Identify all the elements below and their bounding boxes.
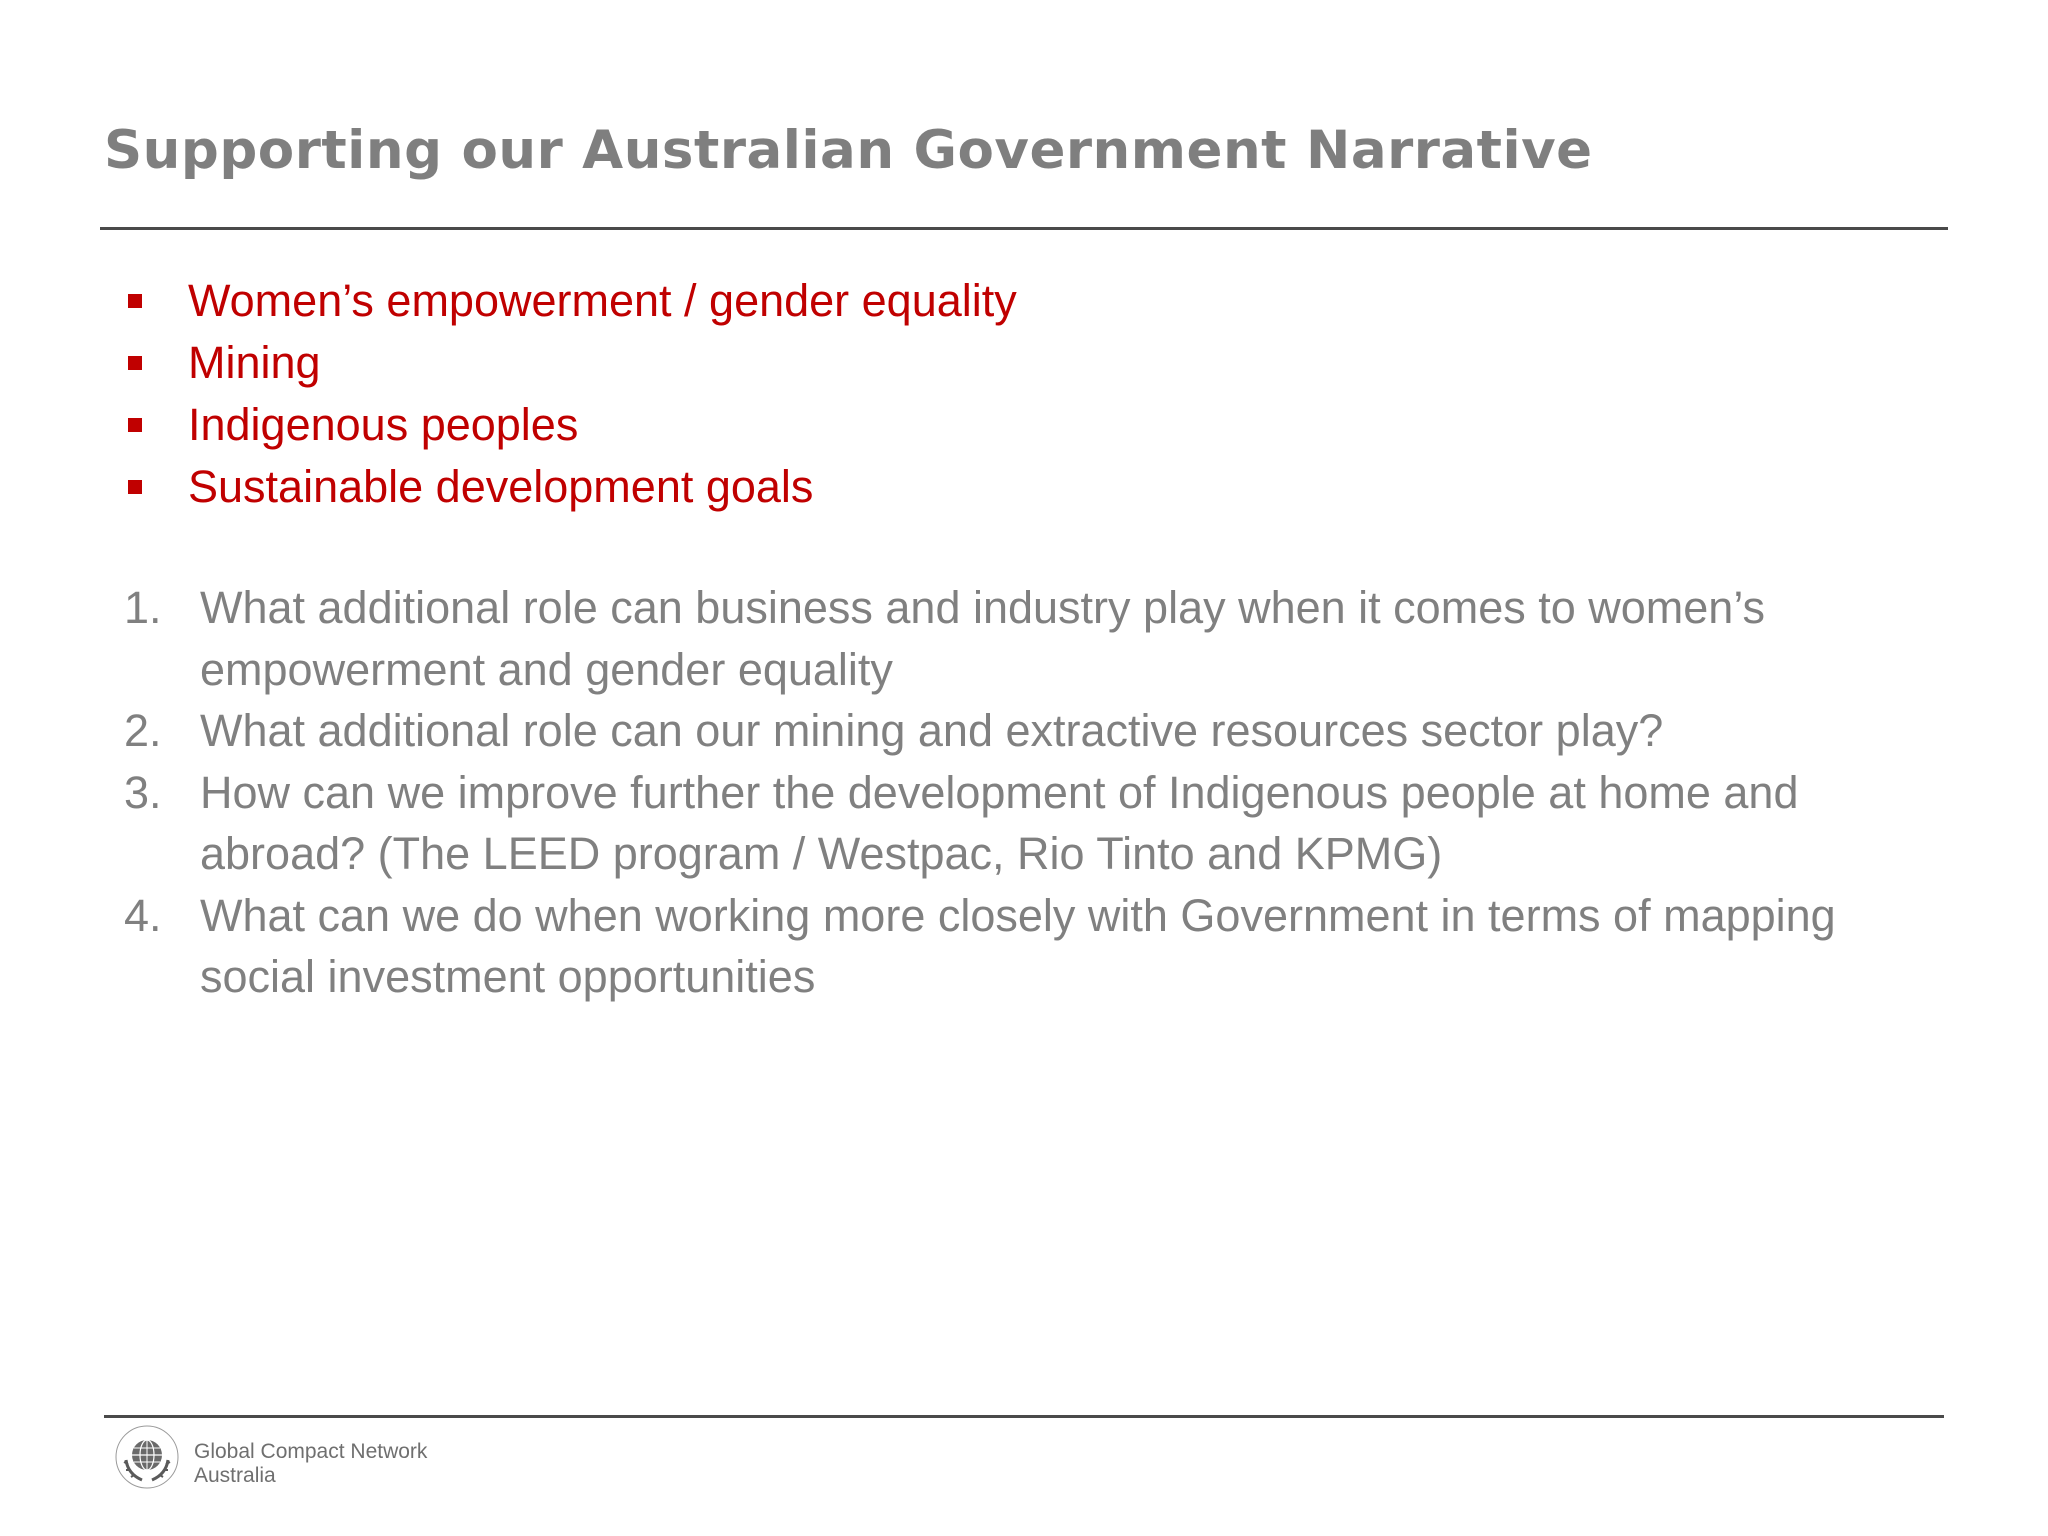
question-number: 2. [124, 705, 162, 756]
question-item [124, 885, 1920, 1008]
bullet-text: Indigenous peoples [188, 399, 579, 450]
footer-org-line2: Australia [194, 1464, 276, 1487]
question-number: 3. [124, 766, 162, 818]
question-item [124, 577, 1920, 700]
slide-title: Supporting our Australian Government Narrative [104, 120, 1593, 181]
question-text: What additional role can business and industry play when it comes to women’s empowerment and gender equality [200, 582, 1766, 695]
square-bullet-icon [128, 418, 142, 432]
footer-org-name [194, 1440, 427, 1488]
un-global-compact-logo-icon [114, 1424, 180, 1490]
question-number: 1. [124, 582, 162, 633]
question-number: 4. [124, 889, 162, 941]
bullet-text: Women’s empowerment / gender equality [188, 275, 1017, 326]
square-bullet-icon [128, 480, 142, 494]
question-text: What can we do when working more closely with Government in terms of mapping social investment opportunities [200, 889, 1836, 1002]
question-text: How can we improve further the development of Indigenous people at home and abroad? (The LEED program / Westpac, Rio Tinto and KPMG) [200, 766, 1799, 879]
question-list [124, 577, 1920, 1008]
footer-org-line1: Global Compact Network [194, 1440, 428, 1463]
square-bullet-icon [128, 294, 142, 308]
question-item [124, 700, 1920, 762]
question-item [124, 762, 1920, 885]
bullet-text: Mining [188, 337, 321, 388]
bullet-text: Sustainable development goals [188, 461, 814, 512]
square-bullet-icon [128, 356, 142, 370]
question-text: What additional role can our mining and extractive resources sector play? [200, 705, 1664, 756]
footer-divider [104, 1415, 1944, 1418]
title-divider [100, 227, 1948, 230]
